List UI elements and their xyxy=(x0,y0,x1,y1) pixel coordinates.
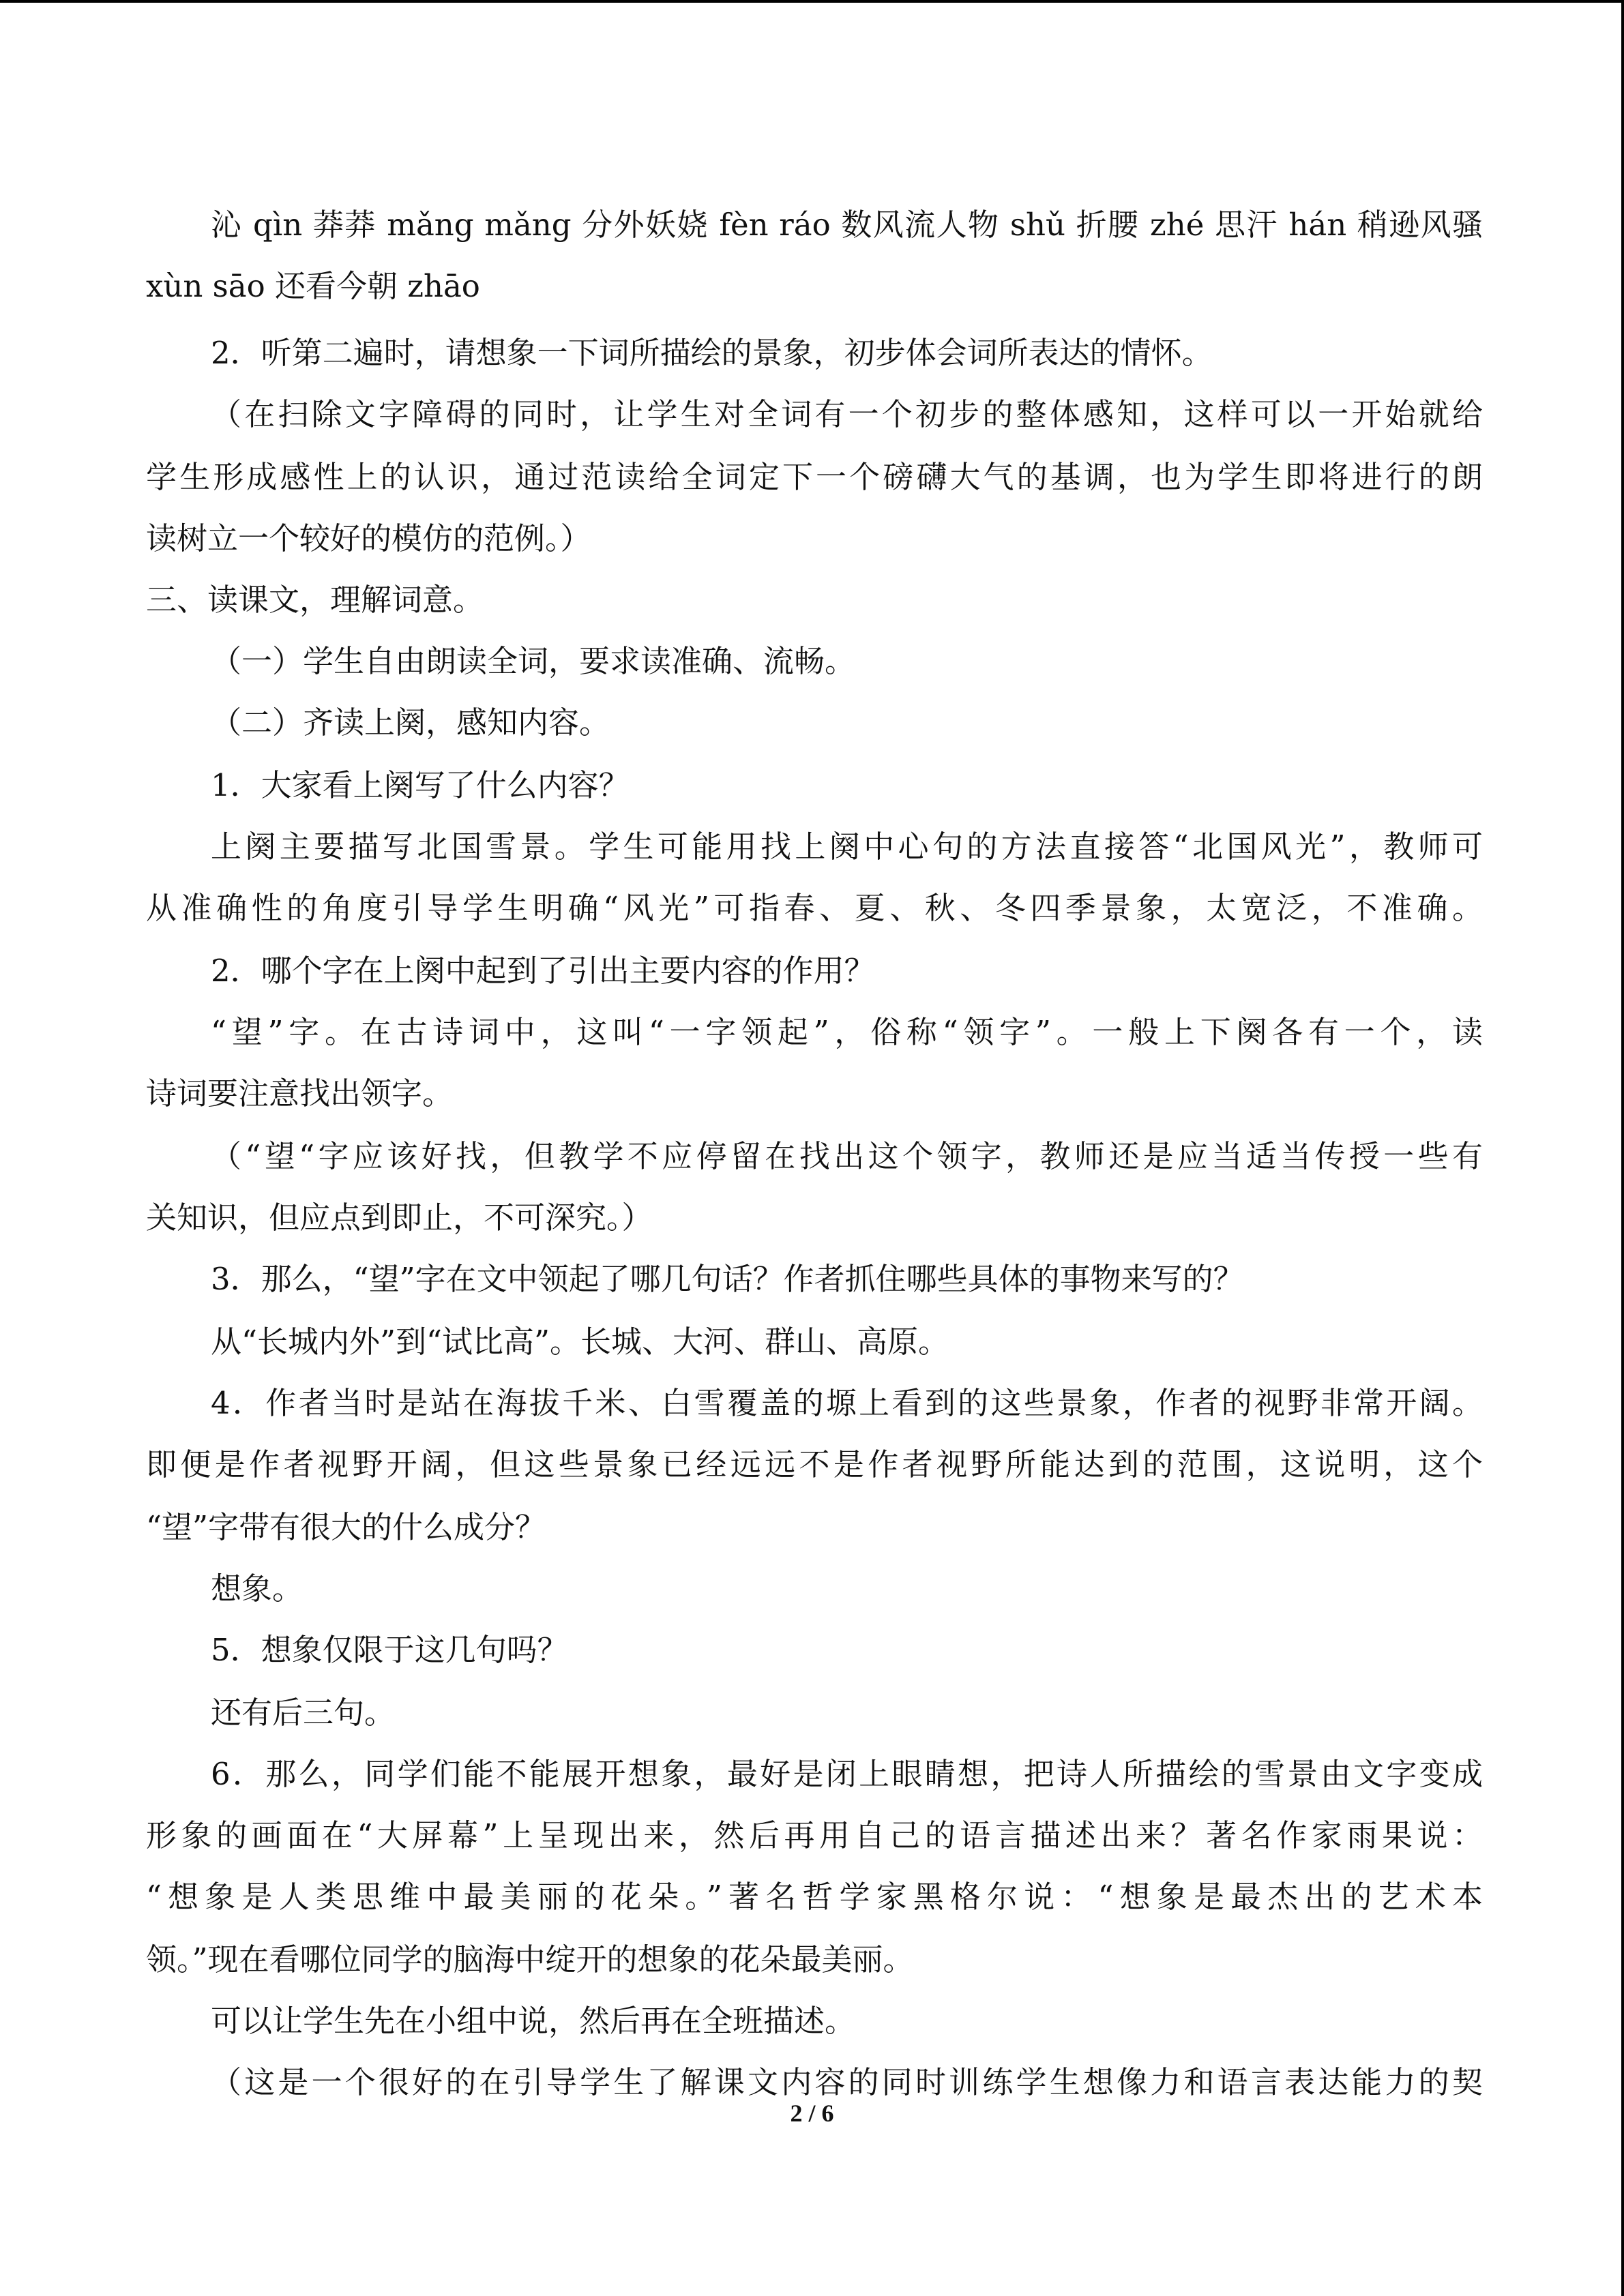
text-line-20: 4．作者当时是站在海拔千米、白雪覆盖的塬上看到的这些景象，作者的视野非常开阔。 xyxy=(211,1385,1483,1421)
page-number: 2 / 6 xyxy=(790,2100,834,2127)
text-line-5: 学生形成感性上的认识，通过范读给全词定下一个磅礴大气的基调，也为学生即将进行的朗 xyxy=(146,459,1483,495)
text-line-4: （在扫除文字障碍的同时，让学生对全词有一个初步的整体感知，这样可以一开始就给 xyxy=(211,396,1483,432)
text-line-12: 从准确性的角度引导学生明确“风光”可指春、夏、秋、冬四季景象，太宽泛，不准确。 xyxy=(146,890,1483,926)
text-line-16: （“望“字应该好找，但教学不应停留在找出这个领字，教师还是应当适当传授一些有 xyxy=(211,1138,1483,1174)
text-line-1: 沁 qìn 莽莽 mǎng mǎng 分外妖娆 fèn ráo 数风流人物 shǔ 折腰 zhé 思汗 hán 稍逊风骚 xyxy=(211,207,1483,243)
text-line-15: 诗词要注意找出领字。 xyxy=(146,1075,454,1112)
text-line-23: 想象。 xyxy=(211,1570,304,1607)
text-line-13: 2．哪个字在上阕中起到了引出主要内容的作用？ xyxy=(211,953,875,989)
page-right-border xyxy=(1621,0,1624,2296)
text-line-9: （二）齐读上阕，感知内容。 xyxy=(211,704,610,741)
text-line-14: “望”字。在古诗词中，这叫“一字领起”，俗称“领字”。一般上下阕各有一个，读 xyxy=(211,1014,1483,1050)
text-line-27: 形象的画面在“大屏幕”上呈现出来，然后再用自己的语言描述出来？著名作家雨果说： xyxy=(146,1817,1483,1853)
text-line-24: 5．想象仅限于这几句吗？ xyxy=(211,1632,568,1668)
text-line-11: 上阕主要描写北国雪景。学生可能用找上阕中心句的方法直接答“北国风光”，教师可 xyxy=(211,829,1483,865)
text-line-29: 领。”现在看哪位同学的脑海中绽开的想象的花朵最美丽。 xyxy=(146,1941,914,1978)
text-line-22: “望”字带有很大的什么成分？ xyxy=(146,1509,546,1545)
text-line-18: 3．那么，“望”字在文中领起了哪几句话？作者抓住哪些具体的事物来写的？ xyxy=(211,1261,1244,1297)
text-line-25: 还有后三句。 xyxy=(211,1695,396,1731)
text-line-26: 6．那么，同学们能不能展开想象，最好是闭上眼睛想，把诗人所描绘的雪景由文字变成 xyxy=(211,1756,1483,1792)
text-line-3: 2．听第二遍时，请想象一下词所描绘的景象，初步体会词所表达的情怀。 xyxy=(211,335,1213,371)
text-line-2: xùn sāo 还看今朝 zhāo xyxy=(146,268,480,304)
text-line-30: 可以让学生先在小组中说，然后再在全班描述。 xyxy=(211,2003,856,2039)
text-line-28: “想象是人类思维中最美丽的花朵。”著名哲学家黑格尔说：“想象是最杰出的艺术本 xyxy=(146,1879,1483,1915)
section-heading: 三、读课文，理解词意。 xyxy=(146,582,484,618)
text-line-21: 即便是作者视野开阔，但这些景象已经远远不是作者视野所能达到的范围，这说明，这个 xyxy=(146,1446,1483,1482)
text-line-10: 1．大家看上阕写了什么内容？ xyxy=(211,767,630,803)
text-line-6: 读树立一个较好的模仿的范例。） xyxy=(146,520,591,556)
page-top-border xyxy=(0,0,1624,3)
text-line-31: （这是一个很好的在引导学生了解课文内容的同时训练学生想像力和语言表达能力的契 xyxy=(211,2064,1483,2100)
text-line-17: 关知识，但应点到即止，不可深究。） xyxy=(146,1199,653,1236)
text-line-19: 从“长城内外”到“试比高”。长城、大河、群山、高原。 xyxy=(211,1324,949,1360)
text-line-8: （一）学生自由朗读全词，要求读准确、流畅。 xyxy=(211,643,856,679)
